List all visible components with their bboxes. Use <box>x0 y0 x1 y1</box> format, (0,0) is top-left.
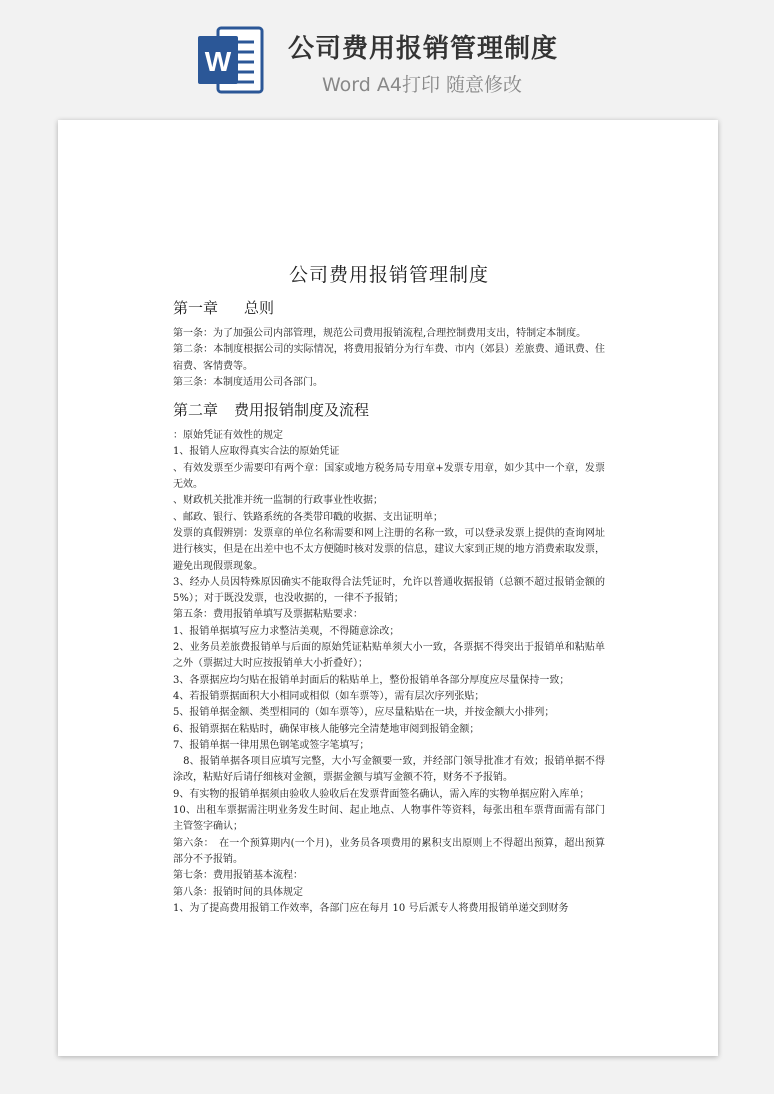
paragraph: 5、报销单据金额、类型相同的（如车票等），应尽量粘贴在一块，并按金额大小排列； <box>173 707 555 719</box>
chapter-number: 第一章 <box>173 299 219 317</box>
paragraph: 第六条： 在一个预算期内(一个月)，业务员各项费用的累积支出原则上不得超出预算，超出预算部分不予报销。 <box>173 837 605 865</box>
chapter-name: 费用报销制度及流程 <box>234 401 370 420</box>
chapter-2-body <box>173 428 605 917</box>
word-icon-letter: W <box>204 46 232 77</box>
paragraph: 第八条：报销时间的具体规定 <box>173 886 303 898</box>
word-document-icon <box>196 24 264 96</box>
chapter-heading-2 <box>173 399 605 420</box>
chapter-1-body <box>173 326 605 391</box>
chapter-name: 总则 <box>244 299 275 317</box>
header-banner <box>0 0 774 110</box>
document-content <box>173 260 605 917</box>
chapter-number: 第二章 <box>173 401 219 420</box>
paragraph: 第二条：本制度根据公司的实际情况，将费用报销分为行车费、市内（郊县）差旅费、通讯费、住宿费、客情费等。 <box>173 344 605 372</box>
paragraph: 8、报销单据各项目应填写完整，大小写金额要一致，并经部门领导批准才有效；报销单据不得涂改，粘贴好后请仔细核对金额，票据金额与填写金额不符，财务不予报销。 <box>173 756 605 784</box>
paragraph: 、有效发票至少需要印有两个章：国家或地方税务局专用章+发票专用章，如少其中一个章，发票无效。 <box>173 462 605 491</box>
paragraph: 6、报销票据在粘贴时，确保审核人能够完全清楚地审阅到报销金额； <box>173 723 480 735</box>
paragraph: 4、若报销票据面积大小相同或相似（如车票等），需有层次序列张贴； <box>173 690 485 702</box>
paragraph: 第一条：为了加强公司内部管理，规范公司费用报销流程,合理控制费用支出，特制定本制度。 <box>173 328 587 339</box>
paragraph: 2、业务员差旅费报销单与后面的原始凭证粘贴单须大小一致，各票据不得突出于报销单和粘贴单之外（票据过大时应按报销单大小折叠好）； <box>173 642 605 670</box>
paragraph: 发票的真假辨别：发票章的单位名称需要和网上注册的名称一致，可以登录发票上提供的查询网址进行核实，但是在出差中也不太方便随时核对发票的信息，建议大家到正规的地方消费索取发票，避免出现假票现象。 <box>173 527 605 572</box>
chapter-heading-1 <box>173 297 605 318</box>
paragraph: 9、有实物的报销单据须由验收人验收后在发票背面签名确认，需入库的实物单据应附入库单； <box>173 788 590 800</box>
paragraph: 、邮政、银行、铁路系统的各类带印戳的收据、支出证明单； <box>173 511 443 523</box>
document-title: 公司费用报销管理制度 <box>288 264 489 286</box>
paragraph: 第七条：费用报销基本流程： <box>173 870 303 882</box>
paragraph: 1、报销人应取得真实合法的原始凭证 <box>173 446 340 458</box>
paragraph: 1、为了提高费用报销工作效率，各部门应在每月 10 号后派专人将费用报销单递交到财务 <box>173 902 569 914</box>
paragraph: 第三条：本制度适用公司各部门。 <box>173 376 323 388</box>
paragraph: 3、各票据应均匀贴在报销单封面后的粘贴单上，整份报销单各部分厚度应尽量保持一致； <box>173 674 570 686</box>
paragraph: 10、出租车票据需注明业务发生时间、起止地点、人物事件等资料，每张出租车票背面需有部门主管签字确认； <box>173 805 605 833</box>
paragraph: 、财政机关批准并统一监制的行政事业性收据； <box>173 495 383 507</box>
document-page <box>58 120 718 1056</box>
paragraph: 7、报销单据一律用黑色钢笔或签字笔填写； <box>173 739 370 751</box>
paragraph: 3、经办人员因特殊原因确实不能取得合法凭证时，允许以普通收据报销（总额不超过报销金额的5%）；对于既没发票，也没收据的，一律不予报销； <box>173 576 605 605</box>
paragraph: ：原始凭证有效性的规定 <box>173 430 283 442</box>
banner-subtitle: Word A4打印 随意修改 <box>322 74 523 96</box>
paragraph: 1、报销单据填写应力求整洁美观，不得随意涂改； <box>173 625 400 637</box>
banner-title: 公司费用报销管理制度 <box>288 34 559 64</box>
paragraph: 第五条：费用报销单填写及票据粘贴要求： <box>173 609 363 621</box>
